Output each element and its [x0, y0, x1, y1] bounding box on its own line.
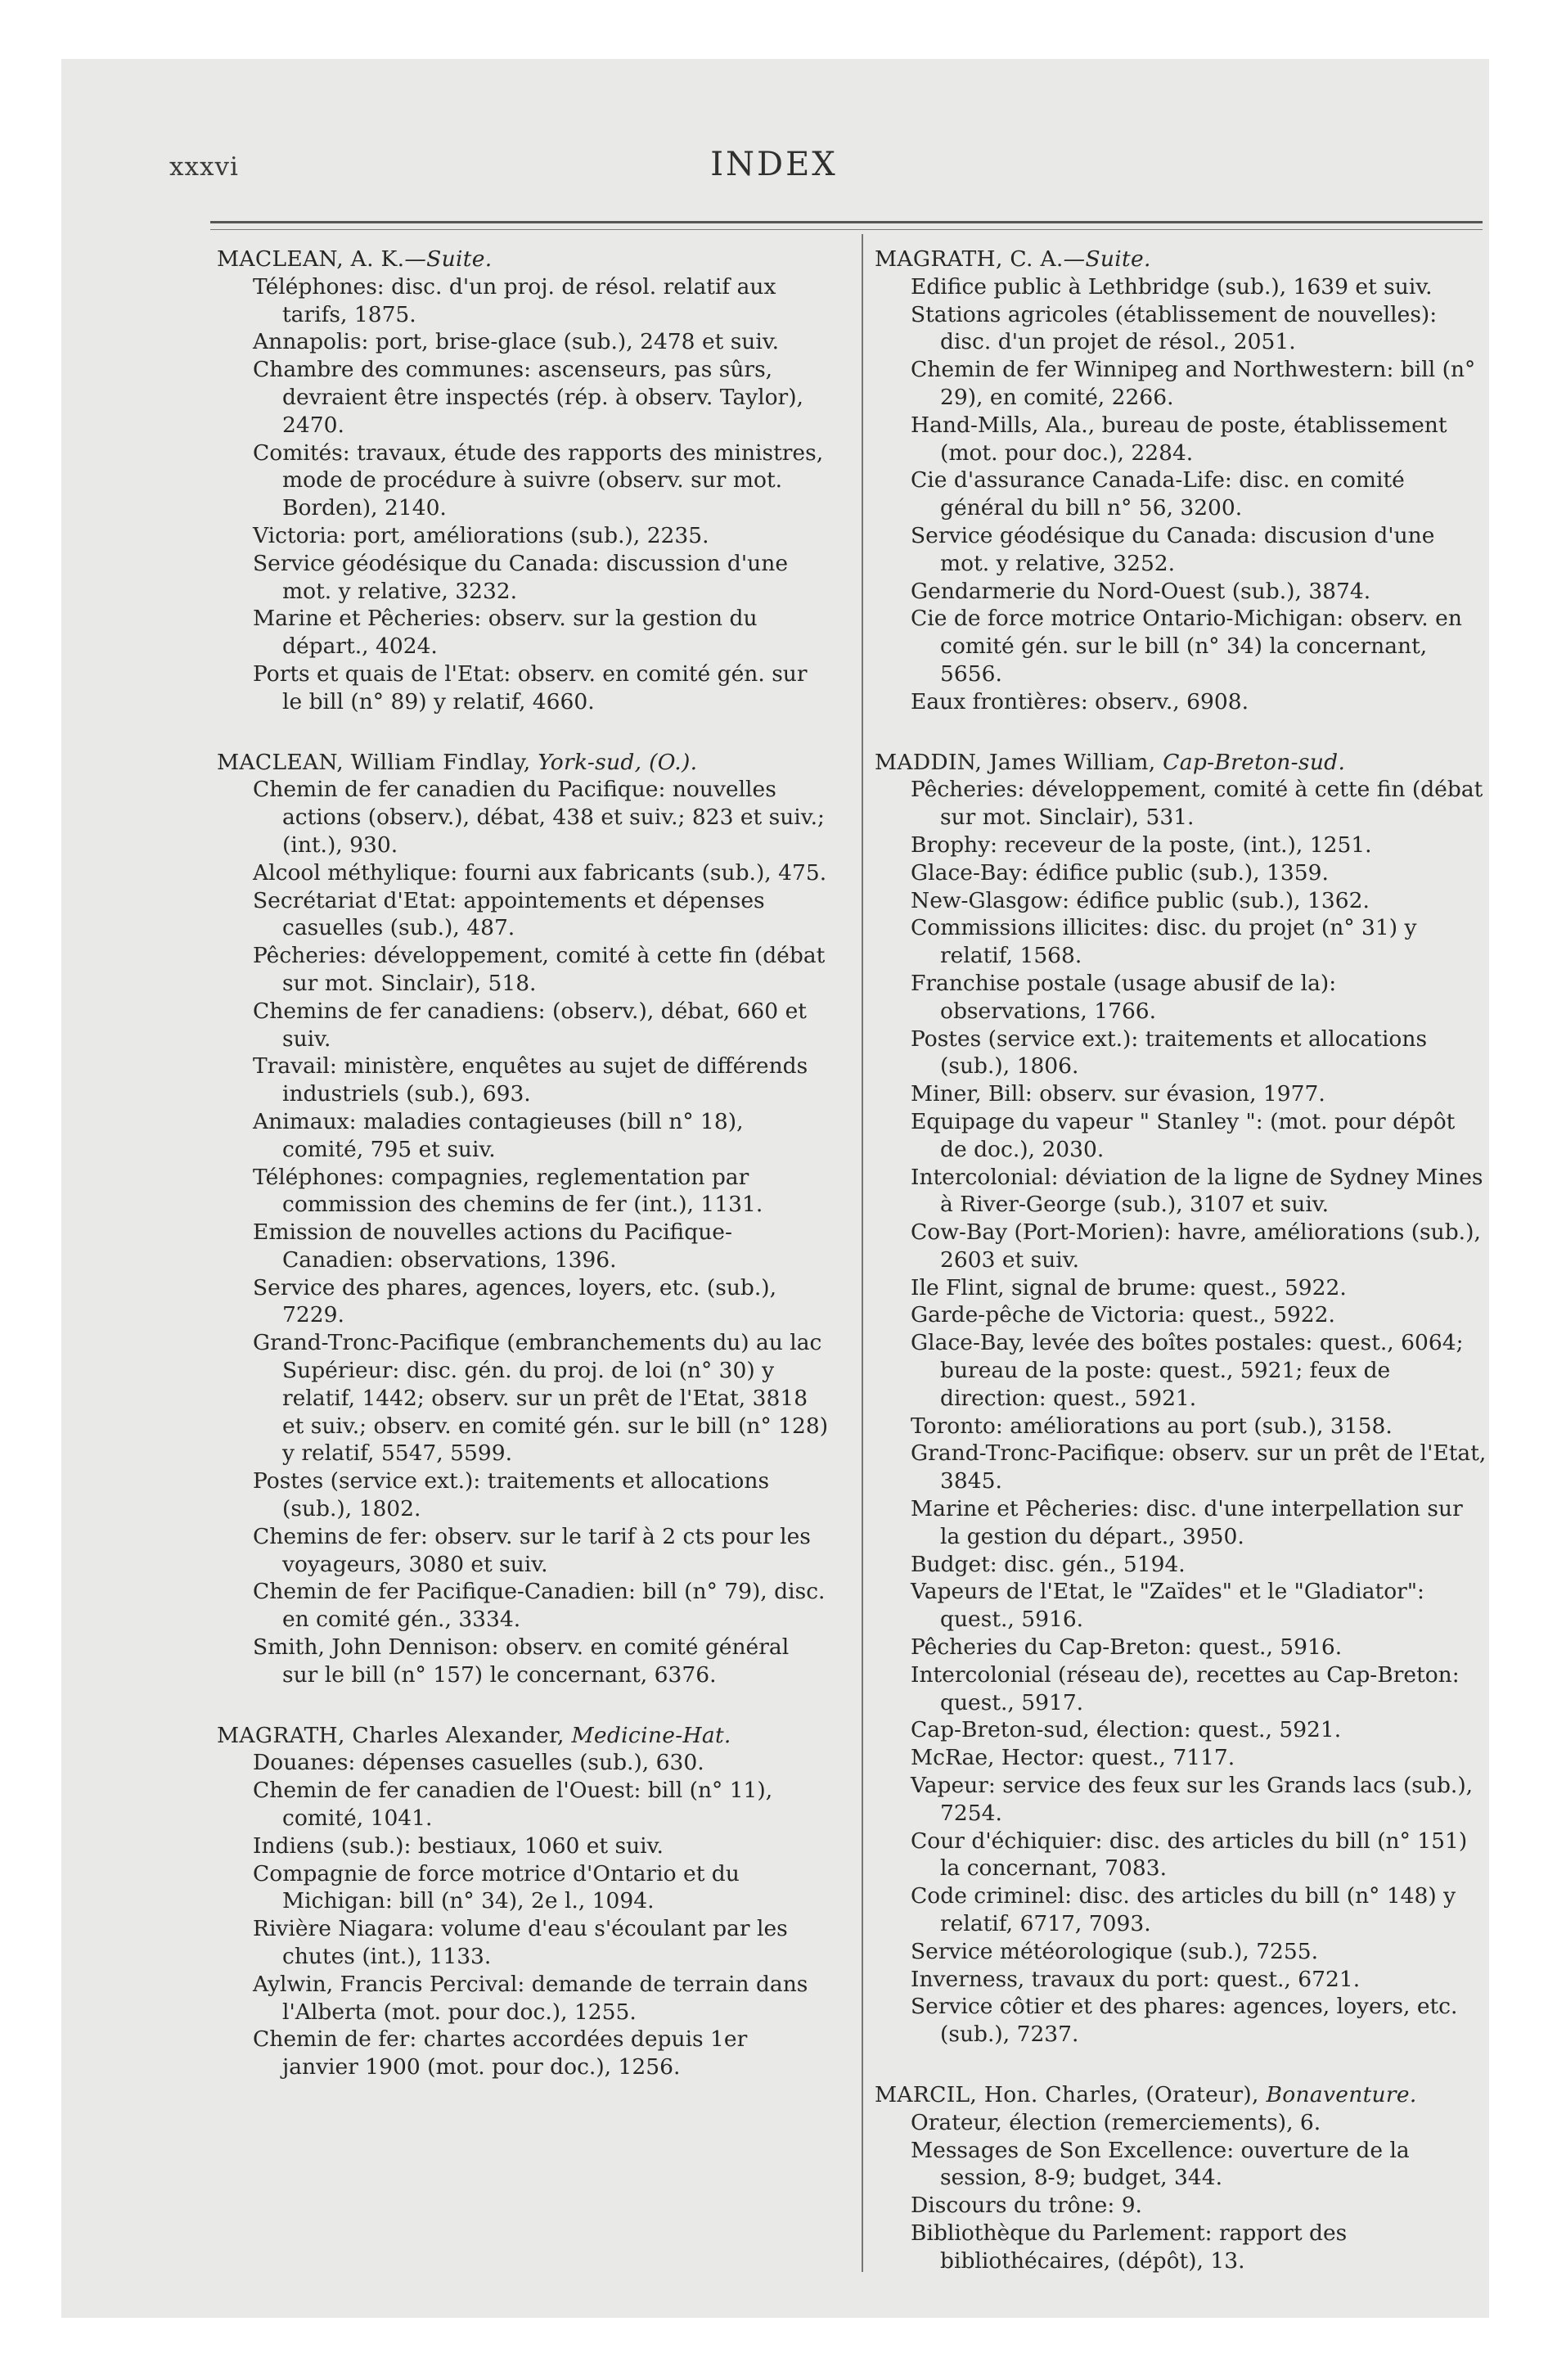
page-number: xxxvi: [169, 152, 239, 182]
index-item: Miner, Bill: observ. sur évasion, 1977.: [911, 1081, 1325, 1107]
header-rule-thin: [210, 229, 1483, 230]
index-item: Ports et quais de l'Etat: observ. en comité gén. sur le bill (n° 89) y relatif, 4660.: [253, 660, 808, 714]
index-item: Messages de Son Excellence: ouverture de la session, 8-9; budget, 344.: [911, 2137, 1410, 2191]
index-item: Téléphones: compagnies, reglementation par commission des chemins de fer (int.), 1131.: [253, 1164, 763, 1218]
constituency: Cap-Breton-sud.: [1155, 749, 1346, 775]
index-entry: [875, 2081, 1487, 2275]
index-item: McRae, Hector: quest., 7117.: [911, 1745, 1235, 1771]
index-entry: [217, 749, 829, 1689]
index-item: Stations agricoles (établissement de nouvelles): disc. d'un projet de résol., 2051.: [911, 301, 1438, 355]
entry-heading: [875, 749, 1487, 777]
index-item: Marine et Pêcheries: disc. d'une interpellation sur la gestion du départ., 3950.: [911, 1496, 1463, 1549]
index-entry: [217, 1722, 829, 2081]
index-item: Postes (service ext.): traitements et allocations (sub.), 1802.: [253, 1468, 770, 1522]
index-item: Toronto: améliorations au port (sub.), 3158.: [911, 1413, 1393, 1439]
index-item: Aylwin, Francis Percival: demande de terrain dans l'Alberta (mot. pour doc.), 1255.: [253, 1971, 808, 2025]
index-item: Indiens (sub.): bestiaux, 1060 et suiv.: [253, 1832, 664, 1859]
index-item: Cour d'échiquier: disc. des articles du bill (n° 151) la concernant, 7083.: [911, 1828, 1468, 1882]
index-item: Emission de nouvelles actions du Pacifique-Canadien: observations, 1396.: [253, 1219, 732, 1273]
index-item: Service météorologique (sub.), 7255.: [911, 1938, 1319, 1964]
index-item: Chemins de fer canadiens: (observ.), débat, 660 et suiv.: [253, 998, 807, 1052]
index-item: Budget: disc. gén., 5194.: [911, 1551, 1186, 1577]
index-item: Orateur, élection (remerciements), 6.: [911, 2109, 1321, 2135]
index-item: Ile Flint, signal de brume: quest., 5922.: [911, 1274, 1347, 1300]
index-item: Discours du trône: 9.: [911, 2193, 1142, 2219]
index-item: Pêcheries: développement, comité à cette fin (débat sur mot. Sinclair), 531.: [911, 777, 1483, 831]
member-name: MARCIL, Hon. Charles, (Orateur),: [875, 2082, 1259, 2107]
index-item: Chambre des communes: ascenseurs, pas sûrs, devraient être inspectés (rép. à observ. Taylor), 2470.: [253, 357, 803, 438]
index-item: Service côtier et des phares: agences, loyers, etc. (sub.), 7237.: [911, 1994, 1458, 2048]
index-item: Chemin de fer: chartes accordées depuis 1er janvier 1900 (mot. pour doc.), 1256.: [253, 2026, 748, 2080]
index-item: Pêcheries: développement, comité à cette fin (débat sur mot. Sinclair), 518.: [253, 943, 826, 996]
index-item: Edifice public à Lethbridge (sub.), 1639 et suiv.: [911, 273, 1433, 300]
index-item: Vapeurs de l'Etat, le "Zaïdes" et le "Gladiator": quest., 5916.: [911, 1579, 1424, 1633]
index-item: Franchise postale (usage abusif de la): observations, 1766.: [911, 970, 1337, 1024]
index-item: Rivière Niagara: volume d'eau s'écoulant par les chutes (int.), 1133.: [253, 1916, 788, 1970]
constituency: Bonaventure.: [1258, 2082, 1417, 2107]
index-item: New-Glasgow: édifice public (sub.), 1362.: [911, 887, 1370, 913]
index-item: Secrétariat d'Etat: appointements et dépenses casuelles (sub.), 487.: [253, 887, 765, 941]
running-title: INDEX: [710, 146, 838, 183]
right-column: [875, 246, 1487, 2308]
constituency: —Suite.: [1063, 246, 1151, 272]
entry-heading: [217, 246, 829, 273]
index-entry: [875, 246, 1487, 716]
index-item: Garde-pêche de Victoria: quest., 5922.: [911, 1302, 1335, 1328]
index-item: Code criminel: disc. des articles du bill (n° 148) y relatif, 6717, 7093.: [911, 1883, 1456, 1937]
index-item: Chemin de fer canadien du Pacifique: nouvelles actions (observ.), débat, 438 et suiv.; 823 et suiv.; (int.), 930.: [253, 777, 825, 858]
index-item: Service géodésique du Canada: discussion d'une mot. y relative, 3232.: [253, 550, 788, 604]
index-item: Vapeur: service des feux sur les Grands lacs (sub.), 7254.: [911, 1773, 1474, 1826]
index-item: Equipage du vapeur " Stanley ": (mot. pour dépôt de doc.), 2030.: [911, 1108, 1456, 1162]
index-item: Inverness, travaux du port: quest., 6721.: [911, 1966, 1361, 1992]
index-item: Cie d'assurance Canada-Life: disc. en comité général du bill n° 56, 3200.: [911, 467, 1405, 521]
index-item: Hand-Mills, Ala., bureau de poste, établissement (mot. pour doc.), 2284.: [911, 412, 1447, 466]
index-item: Alcool méthylique: fourni aux fabricants (sub.), 475.: [253, 859, 827, 886]
column-divider: [862, 234, 863, 2272]
index-item: Pêcheries du Cap-Breton: quest., 5916.: [911, 1634, 1343, 1661]
index-item: Brophy: receveur de la poste, (int.), 1251.: [911, 832, 1372, 858]
index-item: Téléphones: disc. d'un proj. de résol. relatif aux tarifs, 1875.: [253, 273, 776, 327]
index-entry: [875, 749, 1487, 2049]
member-name: MACLEAN, William Findlay,: [217, 749, 531, 775]
member-name: MAGRATH, C. A.: [875, 246, 1064, 272]
header-rule: [210, 221, 1483, 223]
entry-heading: [217, 749, 829, 777]
index-item: Compagnie de force motrice d'Ontario et du Michigan: bill (n° 34), 2e l., 1094.: [253, 1860, 740, 1914]
entry-heading: [217, 1722, 829, 1750]
index-item: Glace-Bay: édifice public (sub.), 1359.: [911, 859, 1329, 886]
constituency: York-sud, (O.).: [530, 749, 698, 775]
index-item: Grand-Tronc-Pacifique: observ. sur un prêt de l'Etat, 3845.: [911, 1440, 1487, 1494]
constituency: —Suite.: [404, 246, 493, 272]
constituency: Medicine-Hat.: [564, 1722, 731, 1748]
member-name: MACLEAN, A. K.: [217, 246, 405, 272]
index-item: Comités: travaux, étude des rapports des ministres, mode de procédure à suivre (observ. sur mot. Borden), 2140.: [253, 439, 824, 521]
index-item: Chemin de fer Winnipeg and Northwestern: bill (n° 29), en comité, 2266.: [911, 357, 1476, 410]
index-item: Animaux: maladies contagieuses (bill n° 18), comité, 795 et suiv.: [253, 1108, 744, 1162]
index-item: Chemin de fer Pacifique-Canadien: bill (n° 79), disc. en comité gén., 3334.: [253, 1579, 826, 1633]
index-item: Victoria: port, améliorations (sub.), 2235.: [253, 522, 709, 548]
member-name: MAGRATH, Charles Alexander,: [217, 1722, 565, 1748]
index-item: Cap-Breton-sud, élection: quest., 5921.: [911, 1717, 1342, 1743]
index-item: Eaux frontières: observ., 6908.: [911, 688, 1249, 714]
index-item: Glace-Bay, levée des boîtes postales: quest., 6064; bureau de la poste: quest., 5921; feux de direction: quest., 5921.: [911, 1330, 1464, 1411]
index-item: Intercolonial (réseau de), recettes au Cap-Breton: quest., 5917.: [911, 1661, 1460, 1715]
index-item: Cow-Bay (Port-Morien): havre, améliorations (sub.), 2603 et suiv.: [911, 1219, 1481, 1273]
index-item: Travail: ministère, enquêtes au sujet de différends industriels (sub.), 693.: [253, 1053, 808, 1107]
index-item: Marine et Pêcheries: observ. sur la gestion du départ., 4024.: [253, 606, 758, 660]
entry-heading: [875, 246, 1487, 273]
index-item: Smith, John Dennison: observ. en comité général sur le bill (n° 157) le concernant, 6376.: [253, 1634, 790, 1688]
index-item: Douanes: dépenses casuelles (sub.), 630.: [253, 1750, 704, 1776]
index-item: Annapolis: port, brise-glace (sub.), 2478 et suiv.: [253, 329, 780, 355]
index-item: Gendarmerie du Nord-Ouest (sub.), 3874.: [911, 578, 1371, 604]
index-item: Chemin de fer canadien de l'Ouest: bill (n° 11), comité, 1041.: [253, 1778, 773, 1832]
index-item: Service des phares, agences, loyers, etc. (sub.), 7229.: [253, 1274, 777, 1328]
left-column: [217, 246, 829, 2114]
index-item: Intercolonial: déviation de la ligne de Sydney Mines à River-George (sub.), 3107 et suiv.: [911, 1164, 1483, 1218]
index-item: Commissions illicites: disc. du projet (n° 31) y relatif, 1568.: [911, 915, 1417, 969]
index-entry: [217, 246, 829, 716]
member-name: MADDIN, James William,: [875, 749, 1156, 775]
entry-heading: [875, 2081, 1487, 2109]
index-item: Chemins de fer: observ. sur le tarif à 2 cts pour les voyageurs, 3080 et suiv.: [253, 1523, 811, 1577]
index-item: Service géodésique du Canada: discusion d'une mot. y relative, 3252.: [911, 522, 1435, 576]
index-item: Postes (service ext.): traitements et allocations (sub.), 1806.: [911, 1025, 1428, 1080]
index-item: Cie de force motrice Ontario-Michigan: observ. en comité gén. sur le bill (n° 34) la concernant, 5656.: [911, 606, 1462, 687]
index-item: Bibliothèque du Parlement: rapport des bibliothécaires, (dépôt), 13.: [911, 2220, 1348, 2274]
index-item: Grand-Tronc-Pacifique (embranchements du) au lac Supérieur: disc. gén. du proj. de loi (n° 30) y relatif, 1442; observ. sur un prêt de l'Etat, 3818 et suiv.; observ. en comité gén. sur le bill (n° 128) y relatif, 5547, 5599.: [253, 1330, 829, 1467]
